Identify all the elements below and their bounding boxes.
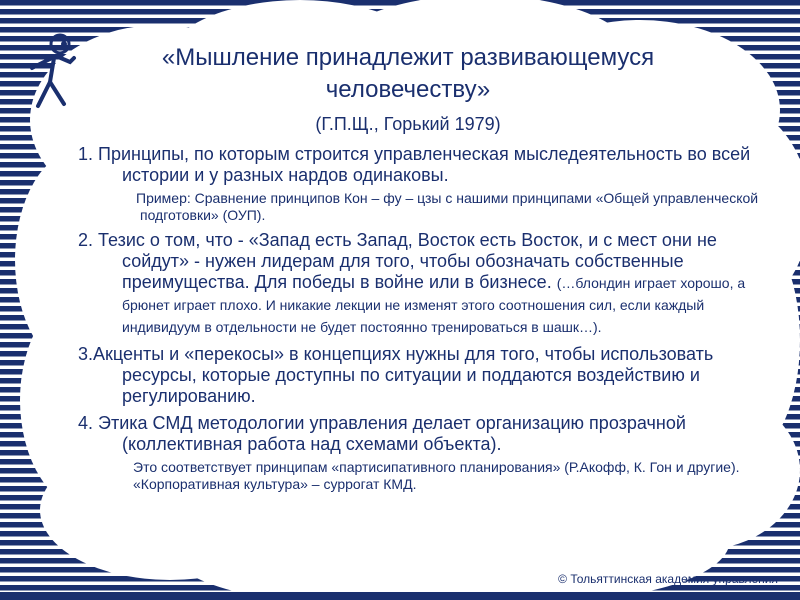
list-item-2 bbox=[78, 230, 773, 338]
list-item-2-text: 2. Тезис о том, что - «Запад есть Запад, Восток есть Восток, и с мест они не сойдут» - нужен лидерам для того, чтобы обозначать собственные преимущества. Для победы в войне или в бизнесе. bbox=[78, 230, 717, 292]
title-line-1: «Мышление принадлежит развивающемуся bbox=[161, 44, 655, 71]
person-logo-icon bbox=[30, 32, 80, 110]
slide-title bbox=[88, 42, 728, 106]
slide-subtitle: (Г.П.Щ., Горький 1979) bbox=[315, 114, 501, 134]
title-line-2: человечеству» bbox=[325, 76, 491, 103]
list-item-4: 4. Этика СМД методологии управления делает организацию прозрачной (коллективная работа над схемами объекта). bbox=[78, 413, 686, 454]
example-note: Пример: Сравнение принципов Кон – фу – цзы с нашими принципами «Общей управленческой подготовки» (ОУП). bbox=[136, 190, 759, 223]
slide-content bbox=[78, 138, 773, 493]
closing-note: Это соответствует принципам «партисипативного планирования» (Р.Акофф, К. Гон и другие). «Корпоративная культура» – суррогат КМД. bbox=[133, 459, 740, 492]
list-item-1: 1. Принципы, по которым строится управленческая мыследеятельность во всей истории и у разных нардов одинаковы. bbox=[78, 144, 751, 185]
list-item-2-aside: (…блондин играет хорошо, а брюнет играет плохо. И никакие лекции не изменят этого соотношения сил, если каждый индивидуум в отдельности не будет постоянно тренироваться в шашк…). bbox=[122, 275, 746, 335]
list-item-3: 3.Акценты и «перекосы» в концепциях нужны для того, чтобы использовать ресурсы, которые доступны по ситуации и поддаются воздействию и регулированию. bbox=[78, 344, 714, 406]
copyright-footer: © Тольяттинская академия управления bbox=[558, 572, 778, 586]
